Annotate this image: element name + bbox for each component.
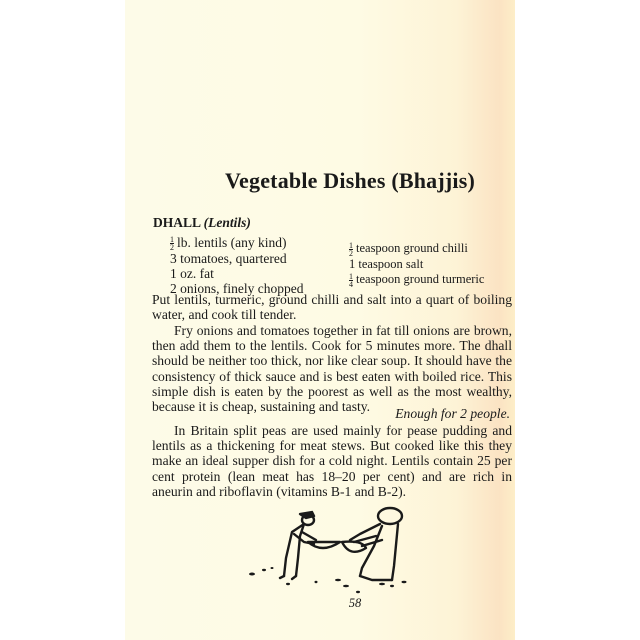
method-paragraph-1: Put lentils, turmeric, ground chilli and salt into a quart of boiling water, and cook till tender.: [152, 292, 512, 323]
ingredient-item: 1 oz. fat: [170, 266, 214, 282]
ingredients-left-column: [170, 235, 303, 296]
book-page: [125, 0, 515, 640]
ingredients-right-column: [349, 241, 484, 288]
fraction: $\frac{1}{2}$: [170, 235, 174, 253]
page-number: 58: [348, 596, 362, 610]
ingredient-item: 1 teaspoon salt: [349, 256, 424, 271]
ingredient-item: 2 onions, finely chopped: [170, 281, 304, 297]
recipe-name: DHALL: [153, 215, 201, 230]
ingredient-item: $\frac{1}{4}$ teaspoon ground turmeric: [349, 271, 485, 289]
method-paragraph-2: Fry onions and tomatoes together in fat till onions are brown, then add them to the lentils. Cook for 5 minutes more. The dhall should be neither too thick, nor like clear soup. It should have the consistency of thick sauce and is best eaten with boiled rice. This simple dish is eaten by the poorest as well as the most wealthy, because it is cheap, sustaining and tasty.: [152, 323, 512, 415]
ingredient-item: $\frac{1}{2}$ lb. lentils (any kind): [170, 235, 287, 253]
fraction: $\frac{1}{4}$: [349, 271, 353, 289]
two-figures-with-bowls-illustration: [242, 496, 412, 596]
recipe-yield: Enough for 2 people.: [395, 406, 510, 421]
recipe-subtitle: (Lentils): [203, 215, 251, 230]
note-paragraph: In Britain split peas are used mainly for pease pudding and lentils as a thickening for meat stews. But cooked like this they make an ideal supper dish for a cold night. Lentils contain 25 per cent protein (lean meat has 18–20 per cent) and are rich in aneurin and riboflavin (vitamins B-1 and B-2).: [152, 423, 512, 499]
fraction: $\frac{1}{2}$: [349, 240, 353, 258]
chapter-title: Vegetable Dishes (Bhajjis): [224, 168, 476, 193]
ingredient-item: 3 tomatoes, quartered: [170, 251, 287, 267]
ingredient-item: $\frac{1}{2}$ teaspoon ground chilli: [349, 240, 468, 258]
recipe-heading: [153, 215, 251, 231]
